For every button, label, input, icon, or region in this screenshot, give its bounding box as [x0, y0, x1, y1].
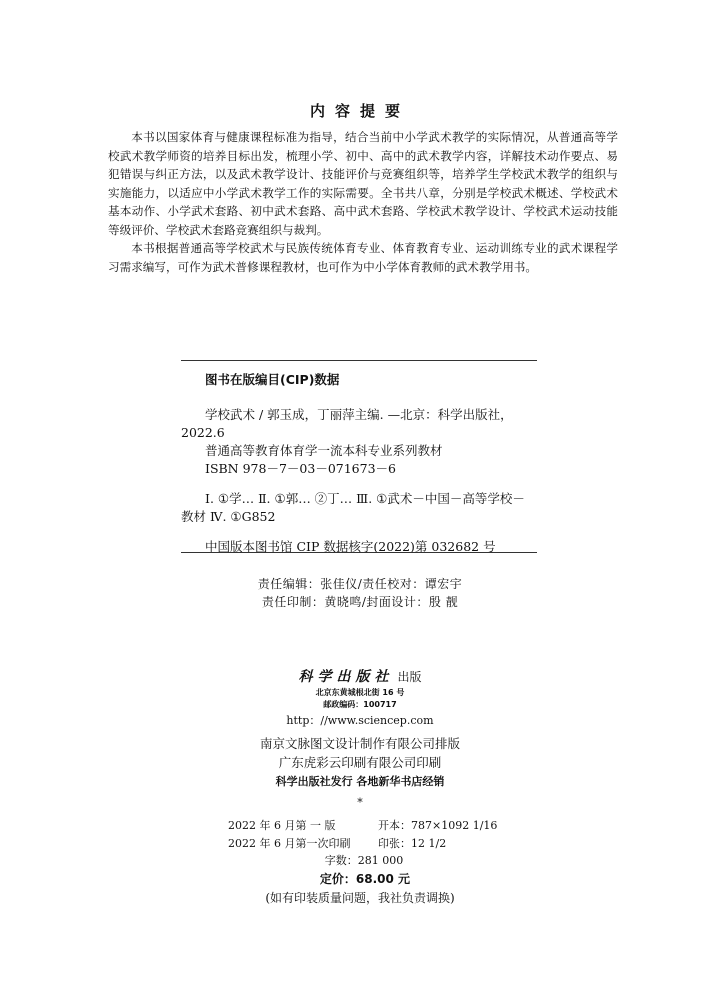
- edition-line: 2022 年 6 月第 一 版: [228, 819, 336, 832]
- publisher-address-block: [0, 687, 720, 711]
- summary-title: 内容提要: [309, 102, 410, 120]
- format-line: 开本：787×1092 1/16: [378, 819, 498, 832]
- publisher-name: 科学出版社: [298, 669, 394, 685]
- printer-line: 广东虎彩云印刷有限公司印刷: [278, 755, 442, 770]
- print-line: 2022 年 6 月第一次印刷: [228, 837, 351, 850]
- cip-bottom-rule: [181, 552, 537, 553]
- editors-line-2: 责任印制：黄晓鸣/封面设计：殷 靓: [261, 595, 459, 609]
- publisher-line: [0, 666, 720, 686]
- summary-body: [108, 128, 618, 276]
- distribution-line: 科学出版社发行 各地新华书店经销: [275, 775, 445, 788]
- editors-line-1: 责任编辑：张佳仪/责任校对：谭宏宇: [257, 577, 463, 591]
- edition-block: [228, 817, 497, 853]
- editors-block: [0, 575, 720, 611]
- summary-paragraph-2: 本书根据普通高等学校武术与民族传统体育专业、体育教育专业、运动训练专业的武术课程学习需求编写，可作为武术普修课程教材，也可作为中小学体育教师的武术教学用书。: [108, 241, 618, 274]
- cip-heading: 图书在版编目(CIP)数据: [205, 372, 340, 387]
- summary-paragraph-1: 本书以国家体育与健康课程标准为指导，结合当前中小学武术教学的实际情况，从普通高等学校武术教学师资的培养目标出发，梳理小学、初中、高中的武术教学内容，详解技术动作要点、易犯错误与纠正方法，以及武术教学设计、技能评价与竞赛组织等，培养学生学校武术教学的组织与实施能力，以适应中小学武术教学工作的实际需要。全书共八章，分别是学校武术概述、学校武术基本动作、小学武术套路、初中武术套路、高中武术套路、学校武术教学设计、学校武术运动技能等级评价、学校武术套路竞赛组织与裁判。: [108, 130, 618, 237]
- cip-title-line: 学校武术 / 郭玉成，丁丽萍主编. —北京：科学出版社，2022.6: [181, 407, 513, 440]
- typesetter-line: 南京文脉图文设计制作有限公司排版: [259, 736, 460, 751]
- quality-notice: (如有印装质量问题，我社负责调换): [265, 891, 455, 905]
- price: 定价：68.00 元: [319, 872, 411, 886]
- cip-series-line: 普通高等教育体育学一流本科专业系列教材: [205, 443, 443, 458]
- publisher-postcode: 邮政编码：100717: [323, 700, 397, 709]
- sheets-line: 印张：12 1/2: [378, 837, 447, 850]
- word-count: 字数：281 000: [324, 854, 404, 867]
- cip-classification-line: Ⅰ. ①学… Ⅱ. ①郭… ②丁… Ⅲ. ①武术－中国－高等学校－教材 Ⅳ. ①G852: [181, 491, 525, 524]
- cip-isbn-line: ISBN 978－7－03－071673－6: [205, 461, 396, 476]
- printing-block: [0, 734, 720, 791]
- cip-top-rule: [181, 360, 537, 361]
- cip-block: [181, 371, 537, 556]
- publisher-address: 北京东黄城根北街 16 号: [315, 688, 405, 697]
- publisher-website: http：//www.sciencep.com: [286, 714, 434, 727]
- separator-asterisk: *: [357, 796, 363, 809]
- cip-number-line: 中国版本图书馆 CIP 数据核字(2022)第 032682 号: [205, 539, 496, 554]
- publisher-suffix: 出版: [397, 670, 422, 684]
